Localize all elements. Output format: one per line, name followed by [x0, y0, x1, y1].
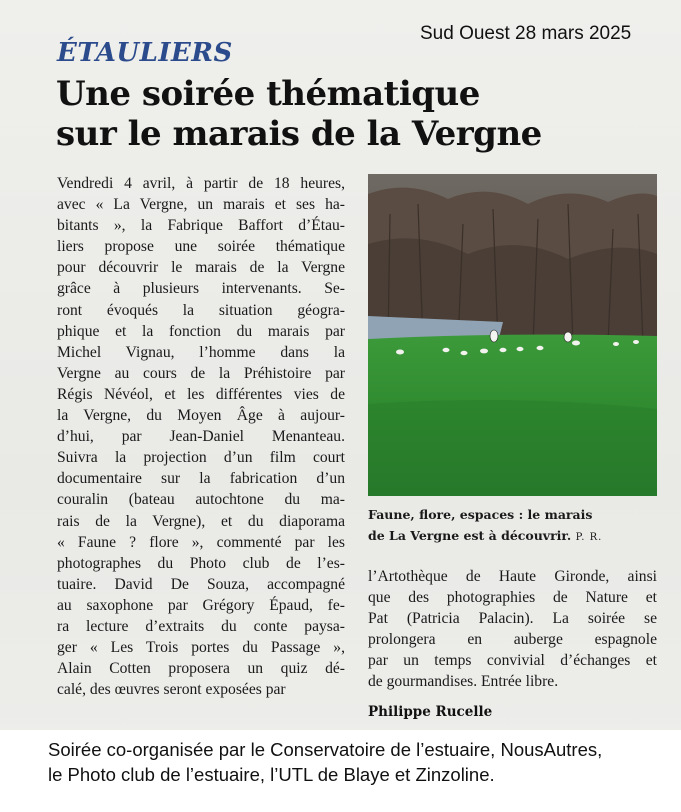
- source-date: Sud Ouest 28 mars 2025: [420, 23, 632, 44]
- text-line: de gourmandises. Entrée libre.: [368, 673, 559, 691]
- marsh-photo-image: [368, 174, 657, 496]
- text-line: prolongera en auberge espagnole: [368, 631, 657, 649]
- article-column-2: [368, 566, 657, 693]
- text-line: par un temps convivial d’échanges et: [368, 652, 657, 670]
- footer-line-1: Soirée co-organisée par le Conservatoire de l’estuaire, NousAutres,: [48, 739, 603, 760]
- text-line: ger « Les Trois portes du Passage »,: [57, 639, 345, 657]
- text-line: ra lecture d’extraits du conte paysa-: [57, 617, 345, 635]
- text-line: Pat (Patricia Palacin). La soirée se: [368, 610, 657, 628]
- caption-line-2-text: de La Vergne est à découvrir.: [368, 528, 572, 543]
- text-line: rais de la Vergne), et du diaporama: [57, 512, 345, 530]
- footer-note: [48, 737, 678, 787]
- text-line: photographes du Photo club de l’es-: [57, 554, 345, 572]
- text-line: Michel Vignau, l’homme dans la: [57, 343, 345, 361]
- text-line: la Vergne, du Moyen Âge à aujour-: [57, 407, 345, 425]
- caption-line-1: Faune, flore, espaces : le marais: [368, 507, 593, 522]
- text-line: phique et la fonction du marais par: [57, 322, 345, 340]
- text-line: pour découvrir le marais de la Vergne: [57, 259, 345, 277]
- author-byline: Philippe Rucelle: [368, 704, 493, 720]
- article-column-1: [57, 173, 345, 700]
- text-line: liers propose une soirée thématique: [57, 238, 345, 256]
- text-line: tuaire. David De Souza, accompagné: [57, 575, 345, 593]
- text-line: ront évoqués la situation géogra-: [57, 301, 345, 319]
- footer-line-2: le Photo club de l’estuaire, l’UTL de Blaye et Zinzoline.: [48, 764, 495, 785]
- caption-line-2: [368, 525, 658, 548]
- text-line: Vergne au cours de la Préhistoire par: [57, 364, 345, 382]
- headline-line-1: Une soirée thématique: [56, 74, 480, 114]
- text-line: d’hui, par Jean-Daniel Menanteau.: [57, 428, 345, 446]
- text-line: couralin (bateau autochtone du ma-: [57, 491, 345, 509]
- text-line: que des photographies de Nature et: [368, 589, 657, 607]
- text-line: au saxophone par Grégory Épaud, fe-: [57, 596, 345, 614]
- text-line: avec « La Vergne, un marais et ses ha-: [57, 196, 345, 214]
- marsh-photo: [368, 174, 657, 496]
- text-line: « Faune ? flore », commenté par les: [57, 533, 345, 551]
- text-line: Régis Névéol, et les différentes vies de: [57, 385, 345, 403]
- text-line: bitants », la Fabrique Baffort d’Étau-: [57, 217, 345, 235]
- text-line: Suivra la projection d’un film court: [57, 449, 345, 467]
- text-line: documentaire sur la fabrication d’un: [57, 470, 345, 488]
- text-line: Alain Cotten proposera un quiz dé-: [57, 660, 345, 678]
- article-headline: [56, 74, 656, 154]
- text-line: grâce à plusieurs intervenants. Se-: [57, 280, 345, 298]
- text-line: Vendredi 4 avril, à partir de 18 heures,: [57, 175, 345, 192]
- location-kicker: ÉTAULIERS: [57, 38, 233, 68]
- text-line: l’Artothèque de Haute Gironde, ainsi: [368, 568, 657, 585]
- photo-credit: P. R.: [575, 532, 603, 543]
- photo-caption: [368, 504, 658, 548]
- headline-line-2: sur le marais de la Vergne: [56, 114, 542, 154]
- text-line: calé, des œuvres seront exposées par: [57, 681, 286, 699]
